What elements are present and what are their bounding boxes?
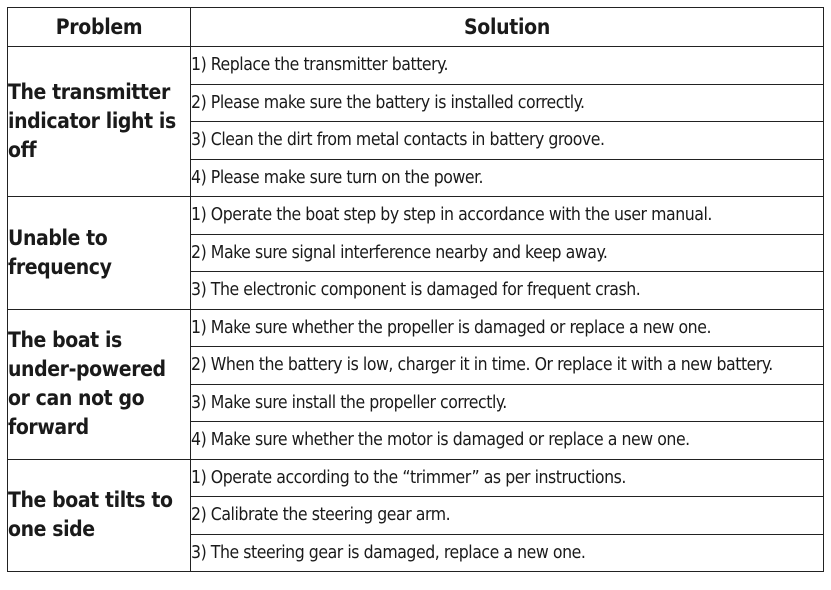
header-solution: Solution (191, 8, 824, 47)
header-row (8, 8, 824, 47)
table-row (8, 309, 824, 347)
problem-cell: The boat tilts to one side (8, 459, 191, 572)
solution-cell: 2) Make sure signal interference nearby and keep away. (191, 234, 824, 272)
table-row (8, 47, 824, 85)
solution-cell: 4) Make sure whether the motor is damaged or replace a new one. (191, 422, 824, 460)
solution-cell: 4) Please make sure turn on the power. (191, 159, 824, 197)
solution-cell: 3) Clean the dirt from metal contacts in battery groove. (191, 122, 824, 160)
problem-cell: The transmitter indicator light is off (8, 47, 191, 197)
solution-cell: 1) Operate the boat step by step in accordance with the user manual. (191, 197, 824, 235)
solution-cell: 2) Calibrate the steering gear arm. (191, 497, 824, 535)
solution-cell: 1) Make sure whether the propeller is damaged or replace a new one. (191, 309, 824, 347)
header-problem: Problem (8, 8, 191, 47)
solution-cell: 2) Please make sure the battery is installed correctly. (191, 84, 824, 122)
solution-cell: 1) Operate according to the “trimmer” as per instructions. (191, 459, 824, 497)
table-row (8, 459, 824, 497)
solution-cell: 2) When the battery is low, charger it in time. Or replace it with a new battery. (191, 347, 824, 385)
troubleshooting-table (7, 7, 824, 572)
solution-cell: 1) Replace the transmitter battery. (191, 47, 824, 85)
solution-cell: 3) The steering gear is damaged, replace a new one. (191, 534, 824, 572)
solution-cell: 3) Make sure install the propeller correctly. (191, 384, 824, 422)
table-row (8, 197, 824, 235)
solution-cell: 3) The electronic component is damaged for frequent crash. (191, 272, 824, 310)
problem-cell: Unable to frequency (8, 197, 191, 310)
troubleshooting-table-container (7, 7, 823, 572)
problem-cell: The boat is under-powered or can not go forward (8, 309, 191, 459)
